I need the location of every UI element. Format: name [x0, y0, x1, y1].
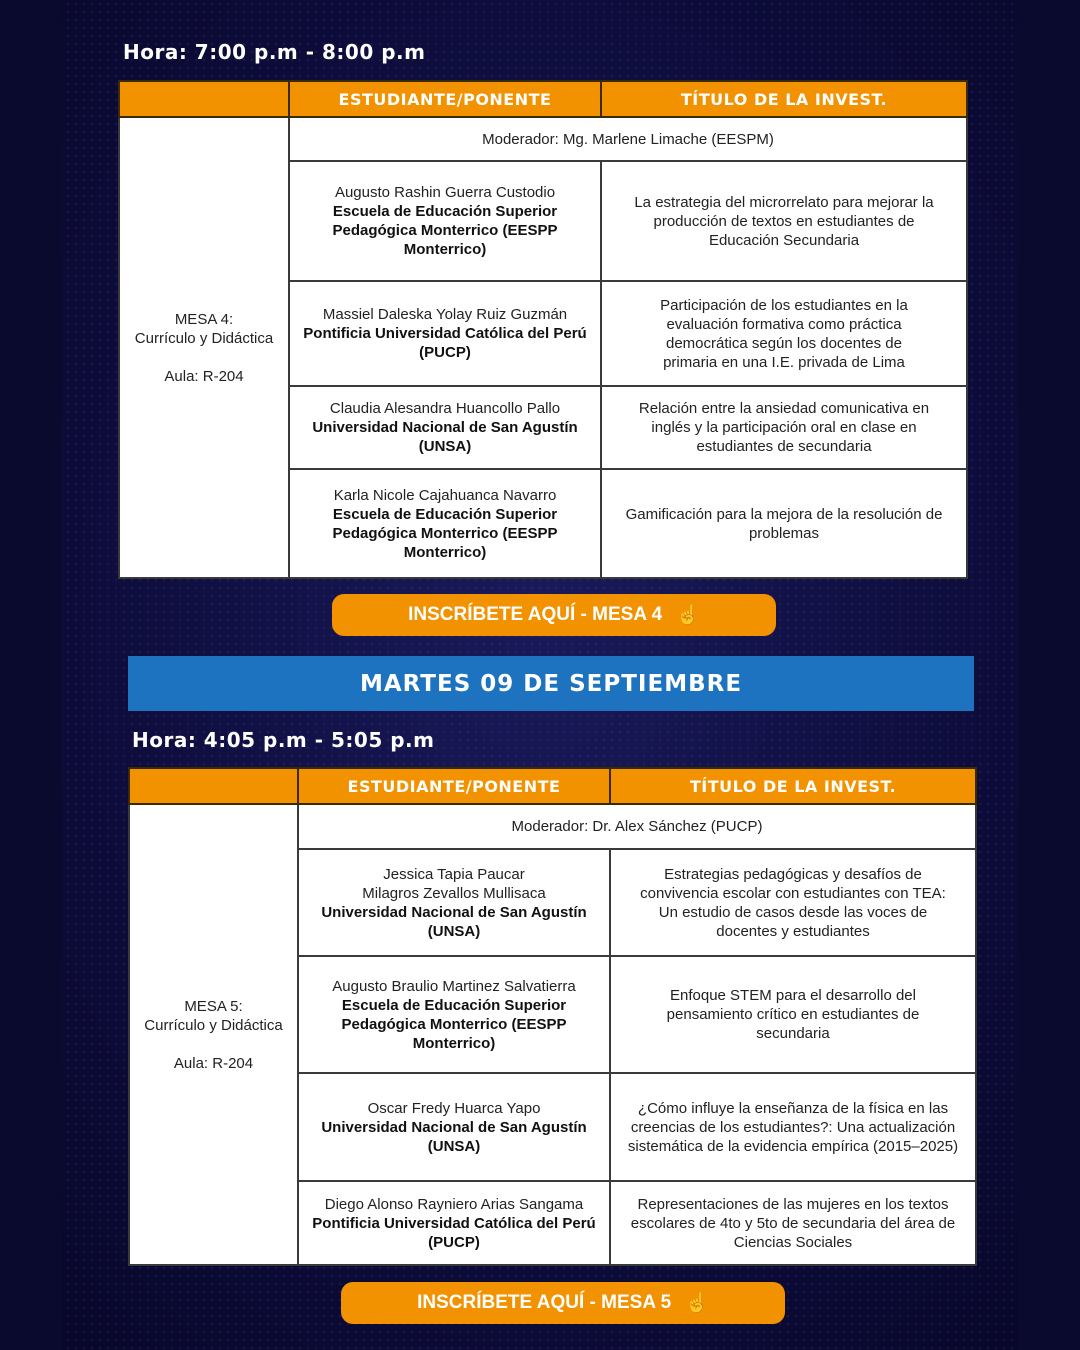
- header-student: ESTUDIANTE/PONENTE: [298, 768, 610, 804]
- left-border: [0, 0, 62, 1350]
- presenter-name: Massiel Daleska Yolay Ruiz Guzmán: [322, 306, 568, 323]
- presenter-institution: Pontificia Universidad Católica del Perú (PUCP): [303, 325, 587, 361]
- mesa-area: Currículo y Didáctica: [144, 1016, 283, 1034]
- mesa-aula: Aula: R-204: [164, 367, 244, 385]
- presenter-name: Jessica Tapia Paucar: [383, 865, 525, 883]
- research-title: Participación de los estudiantes en la evaluación formativa como práctica democrática según los docentes de primaria en una I.E. privada de Lima: [601, 281, 967, 386]
- presenter-name: Oscar Fredy Huarca Yapo: [367, 1099, 541, 1117]
- register-mesa5-button[interactable]: [341, 1282, 785, 1324]
- date-banner: MARTES 09 DE SEPTIEMBRE: [128, 656, 974, 711]
- session2-table: [128, 767, 977, 1266]
- hand-pointer-icon: ☝: [676, 605, 700, 626]
- research-title: ¿Cómo influye la enseñanza de la física en las creencias de los estudiantes?: Una actualización sistemática de la evidencia empírica (2015–2025): [610, 1073, 976, 1181]
- hand-pointer-icon: ☝: [685, 1293, 709, 1314]
- moderator: Moderador: Mg. Marlene Limache (EESPM): [289, 117, 967, 161]
- session1-table: [118, 80, 968, 579]
- research-title: Gamificación para la mejora de la resolución de problemas: [601, 469, 967, 578]
- button-label: INSCRÍBETE AQUÍ - MESA 4: [408, 604, 663, 625]
- header-title: TÍTULO DE LA INVEST.: [601, 81, 967, 117]
- header-blank: [129, 768, 298, 804]
- presenter-institution: Universidad Nacional de San Agustín (UNSA): [321, 1118, 587, 1155]
- session2-time: Hora: 4:05 p.m - 5:05 p.m: [132, 728, 435, 752]
- presenter-institution: Escuela de Educación Superior Pedagógica Monterrico (EESPP Monterrico): [332, 203, 558, 258]
- mesa-aula: Aula: R-204: [173, 1054, 254, 1072]
- presenter-institution: Universidad Nacional de San Agustín (UNSA): [312, 419, 578, 455]
- mesa-label: MESA 5:: [184, 997, 243, 1015]
- presenter-name: Claudia Alesandra Huancollo Pallo: [329, 400, 561, 417]
- mesa-label: MESA 4:: [174, 310, 234, 328]
- header-student: ESTUDIANTE/PONENTE: [289, 81, 601, 117]
- button-label: INSCRÍBETE AQUÍ - MESA 5: [417, 1292, 672, 1313]
- presenter-name: Augusto Rashin Guerra Custodio: [334, 184, 556, 201]
- mesa-area: Currículo y Didáctica: [134, 329, 274, 347]
- presenter-name: Karla Nicole Cajahuanca Navarro: [333, 486, 557, 504]
- header-blank: [119, 81, 289, 117]
- presenter-institution: Pontificia Universidad Católica del Perú (PUCP): [312, 1214, 596, 1251]
- mesa-cell: [129, 804, 298, 1265]
- research-title: La estrategia del microrrelato para mejorar la producción de textos en estudiantes de Educación Secundaria: [601, 161, 967, 281]
- moderator: Moderador: Dr. Alex Sánchez (PUCP): [298, 804, 976, 849]
- research-title: Relación entre la ansiedad comunicativa en inglés y la participación oral en clase en estudiantes de secundaria: [601, 386, 967, 469]
- research-title: Estrategias pedagógicas y desafíos de convivencia escolar con estudiantes con TEA: Un estudio de casos desde las voces de docentes y estudiantes: [610, 849, 976, 956]
- presenter-institution: Universidad Nacional de San Agustín (UNSA): [321, 903, 587, 940]
- right-border: [1018, 0, 1080, 1350]
- presenter-institution: Escuela de Educación Superior Pedagógica Monterrico (EESPP Monterrico): [332, 505, 558, 561]
- header-title: TÍTULO DE LA INVEST.: [610, 768, 976, 804]
- presenter-name: Diego Alonso Rayniero Arias Sangama: [324, 1195, 584, 1213]
- presenter-institution: Escuela de Educación Superior Pedagógica Monterrico (EESPP Monterrico): [341, 996, 567, 1052]
- presenter-name: Augusto Braulio Martinez Salvatierra: [332, 977, 576, 995]
- research-title: Enfoque STEM para el desarrollo del pensamiento crítico en estudiantes de secundaria: [610, 956, 976, 1073]
- presenter-name: Milagros Zevallos Mullisaca: [362, 884, 546, 902]
- mesa-cell: [119, 117, 289, 578]
- register-mesa4-button[interactable]: [332, 594, 776, 636]
- research-title: Representaciones de las mujeres en los textos escolares de 4to y 5to de secundaria del área de Ciencias Sociales: [610, 1181, 976, 1265]
- session1-time: Hora: 7:00 p.m - 8:00 p.m: [123, 40, 426, 64]
